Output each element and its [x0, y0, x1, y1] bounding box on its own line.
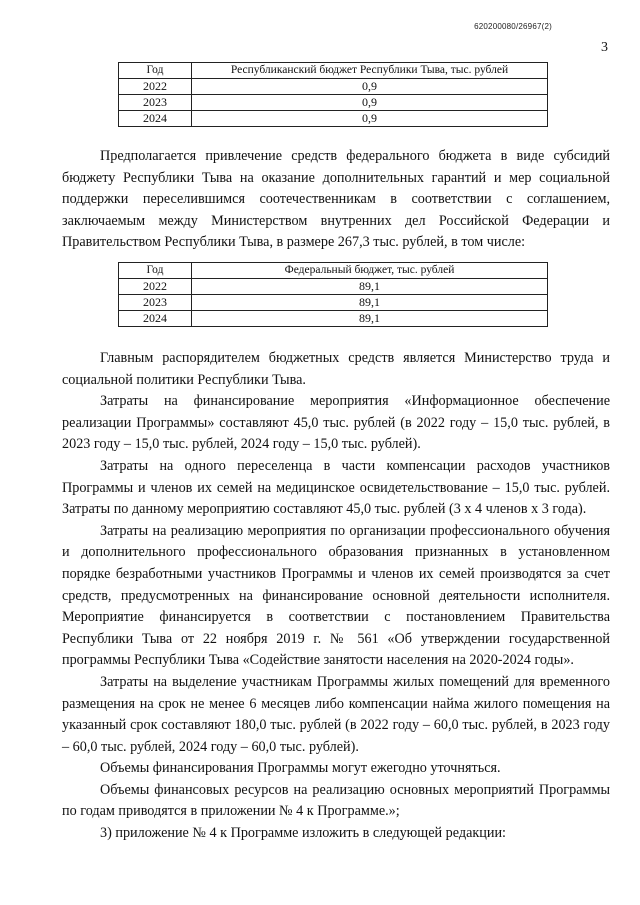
document-id: 620200080/26967(2) — [474, 22, 552, 31]
column-header-amount: Федеральный бюджет, тыс. рублей — [192, 263, 548, 279]
table-header-row — [119, 63, 548, 79]
cell-year: 2022 — [119, 279, 192, 295]
paragraph-chief-administrator: Главным распорядителем бюджетных средств является Министерство труда и социальной политики Республики Тыва. — [62, 350, 610, 388]
cell-amount: 89,1 — [192, 295, 548, 311]
paragraph-housing: Затраты на выделение участникам Программы жилых помещений для временного размещения на срок не менее 6 месяцев либо компенсации найма жилого помещения на указанный срок составляют 180,0 тыс. рублей (в 2022 году – 60,0 тыс. рублей, в 2023 году – 60,0 тыс. рублей, 2024 году – 60,0 тыс. рублей). — [62, 673, 610, 755]
cell-year: 2024 — [119, 111, 192, 127]
table-row — [119, 79, 548, 95]
cell-amount: 89,1 — [192, 311, 548, 327]
cell-year: 2023 — [119, 295, 192, 311]
paragraph-annex-amendment: 3) приложение № 4 к Программе изложить в следующей редакции: — [100, 825, 506, 842]
republican-budget-table — [118, 62, 548, 127]
paragraph-medical-examination: Затраты на одного переселенца в части компенсации расходов участников Программы и членов их семей на медицинское освидетельствование – 15,0 тыс. рублей. Затраты по данному мероприятию составляют 45,0 тыс. рублей (3 х 4 членов х 3 года). — [62, 457, 610, 518]
paragraph-information-support: Затраты на финансирование мероприятия «Информационное обеспечение реализации Программы» составляют 45,0 тыс. рублей (в 2022 году – 15,0 тыс. рублей, в 2023 году – 15,0 тыс. рублей, 2024 году – 15,0 тыс. рублей). — [62, 393, 610, 453]
federal-funding-paragraph: Предполагается привлечение средств федерального бюджета в виде субсидий бюджету Республики Тыва на оказание дополнительных гарантий и мер социальной поддержки переселившимся соотечественникам в соответствии с соглашением, заключаемым между Министерством внутренних дел Российской Федерации и Правительством Республики Тыва, в размере 267,3 тыс. рублей, в том числе: — [62, 148, 610, 251]
cell-amount: 0,9 — [192, 111, 548, 127]
federal-budget-table — [118, 262, 548, 327]
page-number: 3 — [601, 40, 608, 55]
table-row — [119, 311, 548, 327]
cell-amount: 0,9 — [192, 95, 548, 111]
table-row — [119, 295, 548, 311]
cell-year: 2023 — [119, 95, 192, 111]
cell-amount: 89,1 — [192, 279, 548, 295]
paragraph-annex-reference: Объемы финансовых ресурсов на реализацию основных мероприятий Программы по годам приводятся в приложении № 4 к Программе.»; — [62, 781, 610, 820]
paragraph-professional-training: Затраты на реализацию мероприятия по организации профессионального обучения и дополнительного профессионального образования признанных в установленном порядке безработными участников Программы и членов их семей производятся за счет средств, предусмотренных на финансирование основной деятельности исполнителя. Мероприятие финансируется в соответствии с постановлением Правительства Республики Тыва от 22 ноября 2019 г. № 561 «Об утверждении государственной программы Республики Тыва «Содействие занятости населения на 2020-2024 годы». — [62, 522, 610, 669]
body-text — [62, 348, 610, 845]
cell-year: 2022 — [119, 79, 192, 95]
cell-year: 2024 — [119, 311, 192, 327]
table-row — [119, 279, 548, 295]
cell-amount: 0,9 — [192, 79, 548, 95]
table-row — [119, 111, 548, 127]
column-header-amount: Республиканский бюджет Республики Тыва, тыс. рублей — [192, 63, 548, 79]
column-header-year: Год — [119, 263, 192, 279]
table-row — [119, 95, 548, 111]
table-header-row — [119, 263, 548, 279]
paragraph-funding-adjustment: Объемы финансирования Программы могут ежегодно уточняться. — [100, 760, 501, 777]
column-header-year: Год — [119, 63, 192, 79]
